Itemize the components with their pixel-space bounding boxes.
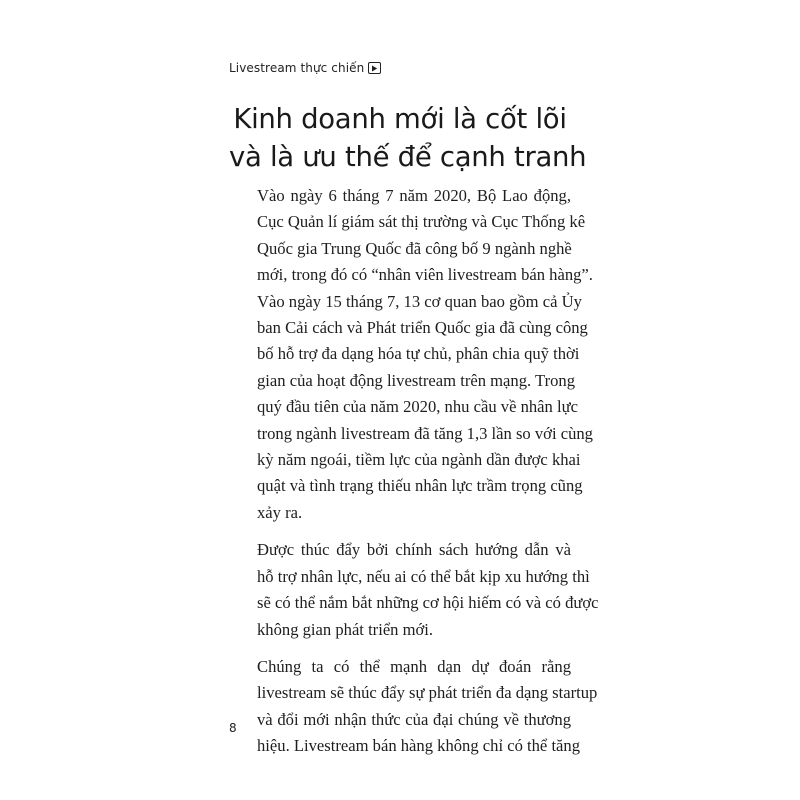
text-line: và đổi mới nhận thức của đại chúng về thương <box>257 709 571 729</box>
text-line: Cục Quản lí giám sát thị trường và Cục Thống kê <box>257 212 586 232</box>
text-line: hiệu. Livestream bán hàng không chỉ có thể tăng <box>257 736 581 756</box>
text-line: Quốc gia Trung Quốc đã công bố 9 ngành nghề <box>257 238 572 258</box>
text-line: bố hỗ trợ đa dạng hóa tự chủ, phân chia quỹ thời <box>257 344 580 364</box>
body-text <box>229 183 599 771</box>
chapter-title-line-1: Kinh doanh mới là cốt lõi <box>233 103 567 135</box>
text-line: kỳ năm ngoái, tiềm lực của ngành dần được khai <box>257 450 581 470</box>
text-line: quý đầu tiên của năm 2020, nhu cầu về nhân lực <box>257 397 578 417</box>
paragraph-1 <box>229 183 593 526</box>
play-icon <box>368 62 381 74</box>
paragraph-3 <box>229 654 598 760</box>
text-line: Chúng ta có thể mạnh dạn dự đoán rằng <box>257 656 571 676</box>
text-line: hỗ trợ nhân lực, nếu ai có thể bắt kịp xu hướng thì <box>257 566 590 586</box>
running-header-title: Livestream thực chiến <box>229 61 365 75</box>
text-line: quật và tình trạng thiếu nhân lực trầm trọng cũng <box>257 476 583 496</box>
running-header <box>229 58 381 78</box>
chapter-title <box>229 100 587 176</box>
page-number: 8 <box>229 721 237 735</box>
text-line: không gian phát triển mới. <box>257 619 434 639</box>
chapter-title-line-2: và là ưu thế để cạnh tranh <box>229 141 587 173</box>
text-line: xảy ra. <box>257 502 303 522</box>
text-line: mới, trong đó có “nhân viên livestream bán hàng”. <box>257 265 593 285</box>
text-line: sẽ có thể nắm bắt những cơ hội hiếm có và có được <box>257 593 599 613</box>
text-line: trong ngành livestream đã tăng 1,3 lần so với cùng <box>257 423 593 443</box>
text-line: ban Cải cách và Phát triển Quốc gia đã cùng công <box>257 318 588 338</box>
text-line: gian của hoạt động livestream trên mạng. Trong <box>257 370 575 390</box>
text-line: Vào ngày 15 tháng 7, 13 cơ quan bao gồm cả Ủy <box>257 291 582 311</box>
text-line: livestream sẽ thúc đẩy sự phát triển đa dạng startup <box>257 683 598 703</box>
text-line: Vào ngày 6 tháng 7 năm 2020, Bộ Lao động, <box>257 186 571 205</box>
paragraph-2 <box>229 537 599 643</box>
text-line: Được thúc đẩy bởi chính sách hướng dẫn và <box>257 540 571 560</box>
